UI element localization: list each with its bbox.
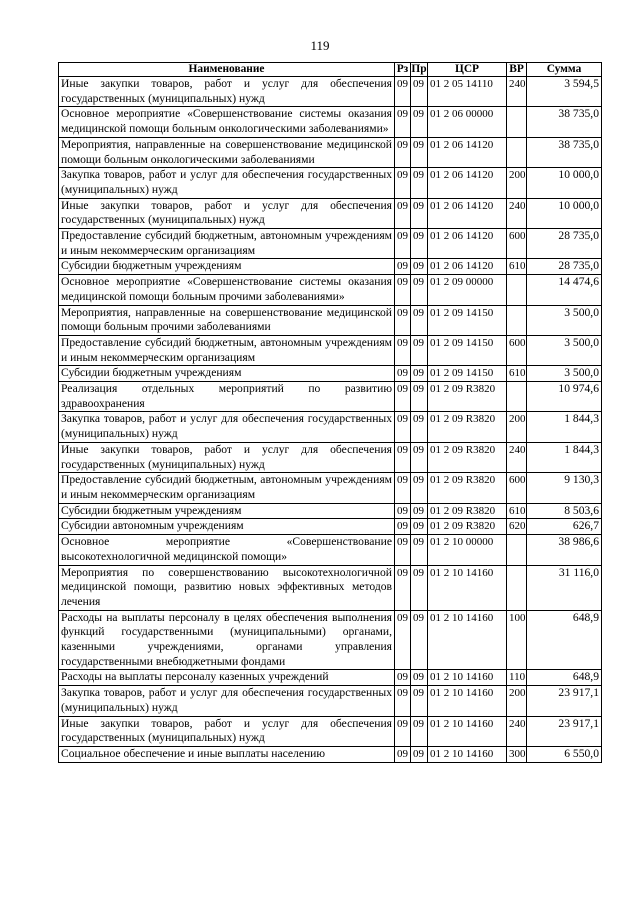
cell-rz: 09 (395, 686, 411, 716)
cell-pr: 09 (411, 565, 428, 610)
cell-name: Социальное обеспечение и иные выплаты населению (59, 746, 395, 762)
cell-pr: 09 (411, 473, 428, 503)
cell-csr: 01 2 06 14120 (428, 229, 507, 259)
column-header-rz: Рз (395, 63, 411, 77)
table-row (59, 259, 602, 275)
cell-sum: 10 974,6 (527, 382, 602, 412)
table-row (59, 107, 602, 137)
cell-pr: 09 (411, 229, 428, 259)
cell-csr: 01 2 06 14120 (428, 198, 507, 228)
column-header-pr: Пр (411, 63, 427, 75)
cell-sum: 9 130,3 (527, 473, 602, 503)
cell-pr: 09 (411, 335, 428, 365)
cell-vr (507, 275, 527, 305)
cell-pr: 09 (411, 382, 428, 412)
column-header-vr: ВР (507, 63, 527, 77)
cell-csr: 01 2 09 14150 (428, 305, 507, 335)
cell-name: Основное мероприятие «Совершенствование системы оказания медицинской помощи больным прочими заболеваниями» (59, 275, 395, 305)
cell-name: Расходы на выплаты персоналу в целях обеспечения выполнения функций государственными (муниципальными) органами, казенными учреждениями, органами управления государственными внебюджетными фондами (59, 610, 395, 670)
cell-rz: 09 (395, 503, 411, 519)
cell-pr: 09 (411, 366, 428, 382)
cell-rz: 09 (395, 198, 411, 228)
cell-pr: 09 (411, 746, 428, 762)
cell-rz: 09 (395, 259, 411, 275)
cell-pr: 09 (411, 259, 428, 275)
cell-name: Мероприятия по совершенствованию высокотехнологичной медицинской помощи, развитию новых эффективных методов лечения (59, 565, 395, 610)
cell-sum: 3 500,0 (527, 305, 602, 335)
cell-rz: 09 (395, 77, 411, 107)
cell-csr: 01 2 09 R3820 (428, 503, 507, 519)
table-row (59, 610, 602, 670)
cell-name: Иные закупки товаров, работ и услуг для обеспечения государственных (муниципальных) нужд (59, 442, 395, 472)
cell-name: Закупка товаров, работ и услуг для обеспечения государственных (муниципальных) нужд (59, 412, 395, 442)
cell-csr: 01 2 06 14120 (428, 137, 507, 167)
table-row (59, 77, 602, 107)
cell-pr: 09 (411, 716, 428, 746)
cell-name: Субсидии автономным учреждениям (59, 519, 395, 535)
cell-vr: 200 (507, 168, 527, 198)
cell-sum: 3 594,5 (527, 77, 602, 107)
cell-csr: 01 2 06 14120 (428, 168, 507, 198)
cell-name: Закупка товаров, работ и услуг для обеспечения государственных (муниципальных) нужд (59, 168, 395, 198)
cell-sum: 31 116,0 (527, 565, 602, 610)
table-row (59, 473, 602, 503)
cell-csr: 01 2 05 14110 (428, 77, 507, 107)
cell-rz: 09 (395, 275, 411, 305)
cell-rz: 09 (395, 746, 411, 762)
table-row (59, 366, 602, 382)
cell-vr (507, 305, 527, 335)
cell-pr: 09 (411, 535, 428, 565)
table-row (59, 535, 602, 565)
table-row (59, 382, 602, 412)
cell-name: Предоставление субсидий бюджетным, автономным учреждениям и иным некоммерческим организациям (59, 473, 395, 503)
table-row (59, 565, 602, 610)
cell-vr (507, 565, 527, 610)
cell-vr (507, 382, 527, 412)
cell-name: Мероприятия, направленные на совершенствование медицинской помощи больным прочими заболеваниями (59, 305, 395, 335)
cell-pr: 09 (411, 275, 428, 305)
cell-vr: 240 (507, 442, 527, 472)
table-row (59, 198, 602, 228)
cell-csr: 01 2 10 14160 (428, 610, 507, 670)
table-row (59, 275, 602, 305)
cell-name: Субсидии бюджетным учреждениям (59, 366, 395, 382)
cell-csr: 01 2 09 R3820 (428, 473, 507, 503)
cell-sum: 8 503,6 (527, 503, 602, 519)
cell-pr: 09 (411, 670, 428, 686)
cell-csr: 01 2 06 14120 (428, 259, 507, 275)
cell-sum: 38 735,0 (527, 137, 602, 167)
cell-name: Субсидии бюджетным учреждениям (59, 503, 395, 519)
cell-rz: 09 (395, 716, 411, 746)
cell-csr: 01 2 09 R3820 (428, 442, 507, 472)
cell-rz: 09 (395, 366, 411, 382)
cell-vr (507, 137, 527, 167)
cell-pr: 09 (411, 610, 428, 670)
cell-vr (507, 535, 527, 565)
table-header-row (59, 63, 602, 77)
cell-csr: 01 2 10 14160 (428, 565, 507, 610)
cell-csr: 01 2 09 00000 (428, 275, 507, 305)
cell-pr: 09 (411, 137, 428, 167)
table-row (59, 519, 602, 535)
cell-csr: 01 2 10 14160 (428, 746, 507, 762)
budget-table (58, 62, 602, 763)
cell-name: Мероприятия, направленные на совершенствование медицинской помощи больным онкологическими заболеваниями (59, 137, 395, 167)
cell-vr: 100 (507, 610, 527, 670)
cell-sum: 626,7 (527, 519, 602, 535)
column-header-sum: Сумма (527, 63, 602, 77)
cell-sum: 3 500,0 (527, 366, 602, 382)
cell-sum: 3 500,0 (527, 335, 602, 365)
cell-name: Иные закупки товаров, работ и услуг для обеспечения государственных (муниципальных) нужд (59, 198, 395, 228)
cell-vr: 600 (507, 335, 527, 365)
cell-rz: 09 (395, 107, 411, 137)
table-row (59, 503, 602, 519)
page-number: 119 (310, 38, 330, 53)
cell-vr: 200 (507, 412, 527, 442)
cell-vr (507, 107, 527, 137)
cell-csr: 01 2 10 14160 (428, 716, 507, 746)
column-header-name: Наименование (59, 63, 395, 77)
cell-name: Расходы на выплаты персоналу казенных учреждений (59, 670, 395, 686)
cell-csr: 01 2 10 14160 (428, 686, 507, 716)
cell-pr: 09 (411, 198, 428, 228)
cell-sum: 23 917,1 (527, 716, 602, 746)
table-row (59, 137, 602, 167)
cell-rz: 09 (395, 670, 411, 686)
cell-rz: 09 (395, 305, 411, 335)
cell-name: Предоставление субсидий бюджетным, автономным учреждениям и иным некоммерческим организациям (59, 229, 395, 259)
cell-name: Субсидии бюджетным учреждениям (59, 259, 395, 275)
cell-rz: 09 (395, 519, 411, 535)
cell-pr: 09 (411, 107, 428, 137)
cell-pr: 09 (411, 412, 428, 442)
cell-rz: 09 (395, 137, 411, 167)
cell-pr: 09 (411, 168, 428, 198)
cell-sum: 6 550,0 (527, 746, 602, 762)
cell-rz: 09 (395, 610, 411, 670)
cell-sum: 648,9 (527, 670, 602, 686)
cell-csr: 01 2 09 R3820 (428, 412, 507, 442)
cell-vr: 300 (507, 746, 527, 762)
table-row (59, 168, 602, 198)
cell-csr: 01 2 10 00000 (428, 535, 507, 565)
cell-vr: 620 (507, 519, 527, 535)
cell-sum: 28 735,0 (527, 229, 602, 259)
table-row (59, 335, 602, 365)
cell-pr: 09 (411, 442, 428, 472)
cell-rz: 09 (395, 229, 411, 259)
table-body (59, 77, 602, 763)
cell-csr: 01 2 09 R3820 (428, 382, 507, 412)
cell-pr: 09 (411, 686, 428, 716)
cell-name: Иные закупки товаров, работ и услуг для обеспечения государственных (муниципальных) нужд (59, 77, 395, 107)
cell-rz: 09 (395, 382, 411, 412)
cell-sum: 14 474,6 (527, 275, 602, 305)
cell-csr: 01 2 10 14160 (428, 670, 507, 686)
cell-rz: 09 (395, 442, 411, 472)
cell-name: Основное мероприятие «Совершенствование системы оказания медицинской помощи больным онкологическими заболеваниями» (59, 107, 395, 137)
cell-sum: 23 917,1 (527, 686, 602, 716)
cell-rz: 09 (395, 335, 411, 365)
cell-vr: 200 (507, 686, 527, 716)
column-header-csr: ЦСР (428, 63, 507, 77)
cell-sum: 10 000,0 (527, 168, 602, 198)
cell-pr: 09 (411, 503, 428, 519)
cell-vr: 610 (507, 366, 527, 382)
cell-sum: 1 844,3 (527, 412, 602, 442)
cell-vr: 110 (507, 670, 527, 686)
table-row (59, 412, 602, 442)
table-row (59, 716, 602, 746)
cell-sum: 38 735,0 (527, 107, 602, 137)
cell-pr: 09 (411, 305, 428, 335)
cell-vr: 240 (507, 198, 527, 228)
cell-rz: 09 (395, 168, 411, 198)
cell-name: Основное мероприятие «Совершенствование высокотехнологичной медицинской помощи» (59, 535, 395, 565)
table-row (59, 305, 602, 335)
cell-vr: 240 (507, 77, 527, 107)
cell-pr: 09 (411, 519, 428, 535)
table-row (59, 229, 602, 259)
cell-vr: 600 (507, 473, 527, 503)
cell-sum: 1 844,3 (527, 442, 602, 472)
cell-name: Иные закупки товаров, работ и услуг для обеспечения государственных (муниципальных) нужд (59, 716, 395, 746)
cell-csr: 01 2 06 00000 (428, 107, 507, 137)
cell-csr: 01 2 09 14150 (428, 335, 507, 365)
table-row (59, 670, 602, 686)
cell-rz: 09 (395, 565, 411, 610)
cell-name: Закупка товаров, работ и услуг для обеспечения государственных (муниципальных) нужд (59, 686, 395, 716)
cell-pr: 09 (411, 77, 428, 107)
cell-sum: 28 735,0 (527, 259, 602, 275)
cell-csr: 01 2 09 14150 (428, 366, 507, 382)
cell-rz: 09 (395, 412, 411, 442)
cell-sum: 10 000,0 (527, 198, 602, 228)
cell-name: Реализация отдельных мероприятий по развитию здравоохранения (59, 382, 395, 412)
cell-sum: 38 986,6 (527, 535, 602, 565)
table-row (59, 442, 602, 472)
cell-name: Предоставление субсидий бюджетным, автономным учреждениям и иным некоммерческим организациям (59, 335, 395, 365)
table-row (59, 746, 602, 762)
cell-vr: 600 (507, 229, 527, 259)
cell-vr: 610 (507, 259, 527, 275)
cell-vr: 240 (507, 716, 527, 746)
cell-csr: 01 2 09 R3820 (428, 519, 507, 535)
table-row (59, 686, 602, 716)
cell-sum: 648,9 (527, 610, 602, 670)
cell-rz: 09 (395, 535, 411, 565)
cell-rz: 09 (395, 473, 411, 503)
cell-vr: 610 (507, 503, 527, 519)
